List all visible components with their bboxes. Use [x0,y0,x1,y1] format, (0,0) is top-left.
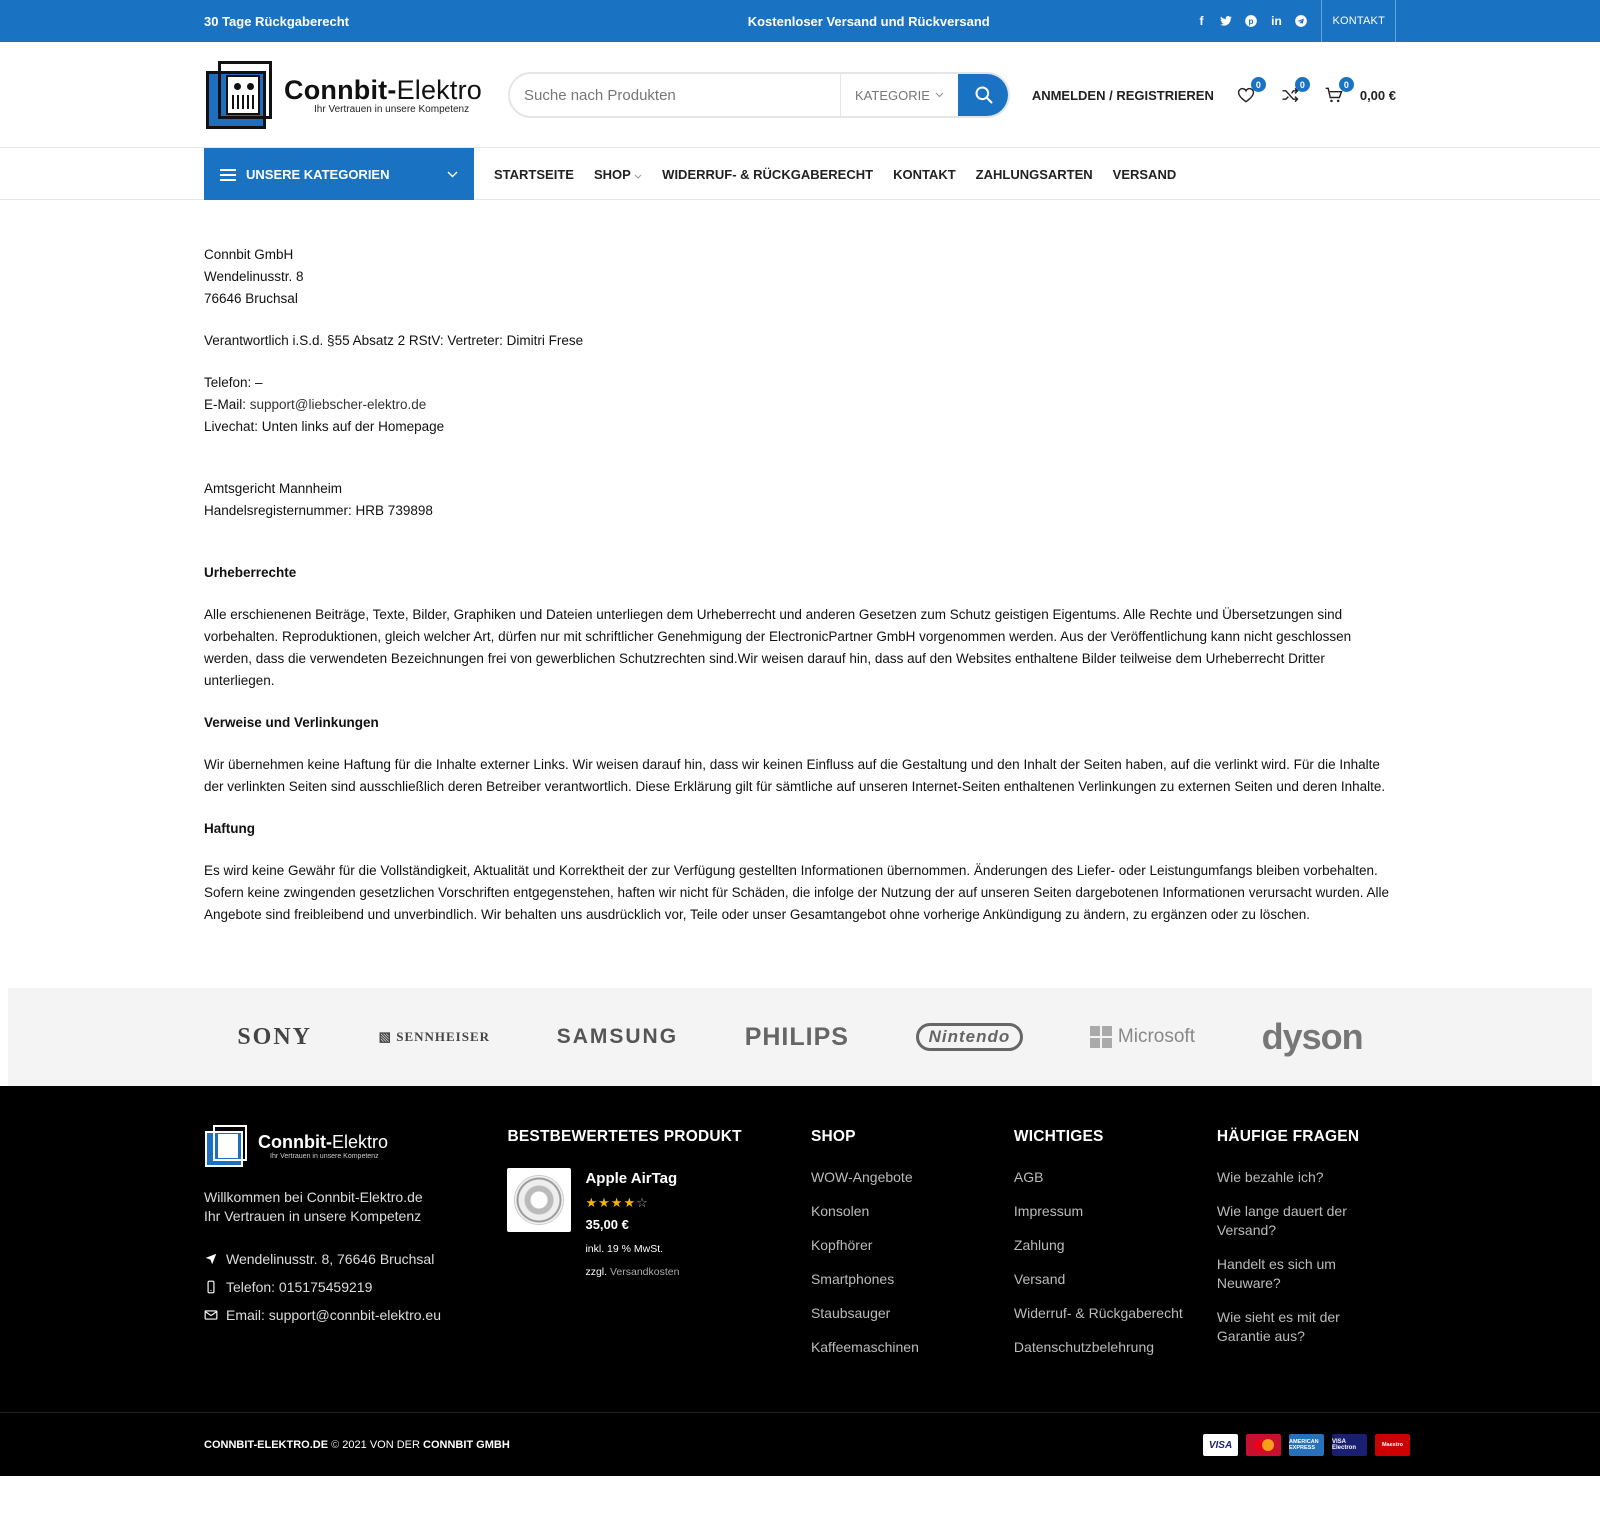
star-icon: ★ [598,1195,611,1210]
compare-count: 0 [1295,77,1310,92]
menu-icon [220,169,236,181]
star-icon: ★ [585,1195,599,1210]
liability-heading: Haftung [204,821,255,836]
footer-link-wow[interactable]: WOW-Angebote [810,1169,913,1185]
location-arrow-icon [204,1252,218,1266]
star-outline-icon: ☆ [636,1195,649,1210]
best-product-card [507,1168,810,1284]
nav-item-versand[interactable]: VERSAND [1112,166,1177,182]
chevron-down-icon [935,92,944,98]
nav-item-widerruf[interactable]: WIDERRUF- & RÜCKGABERECHT [662,166,874,182]
mastercard-icon [1246,1434,1281,1456]
footer-address: Wendelinusstr. 8, 76646 Bruchsal [204,1250,507,1268]
site-logo[interactable] [204,59,504,131]
footer-email: Email: support@connbit-elektro.eu [204,1306,507,1324]
search-bar [508,72,1010,118]
footer-link-kopfhoerer[interactable]: Kopfhörer [810,1237,873,1253]
footer-link-versand[interactable]: Versand [1013,1271,1066,1287]
nav-item-shop[interactable]: SHOP [594,167,642,182]
linkedin-icon[interactable]: in [1271,14,1282,28]
site-header [0,42,1600,148]
amex-icon: AMERICAN EXPRESS [1289,1434,1324,1456]
faq-link-shipping-time[interactable]: Wie lange dauert der Versand? [1216,1203,1347,1238]
footer-link-staubsauger[interactable]: Staubsauger [810,1305,891,1321]
chevron-down-icon [634,174,642,179]
cart-count: 0 [1339,77,1354,92]
search-button[interactable] [958,72,1010,118]
cart-total: 0,00 € [1359,87,1396,103]
links-text: Wir übernehmen keine Haftung für die Inhalte externer Links. Wir weisen darauf hin, dass wir keinen Einfluss auf die Gestaltung und den Inhalt der Seiten haben, auf die verlinkt wird. Für die Inhalte der verlinkten Seiten sind ausschließlich deren Betreiber verantwortlich. Diese Erklärung gilt für sämtliche auf unseren Internet-Seiten enthaltenen Verlinkungen zu externen Seiten und deren Inhalte. [204,757,1386,794]
copyright-text: Alle erschienenen Beiträge, Texte, Bilder, Graphiken und Dateien unterliegen dem Urheberrecht und anderen Gesetzen zum Schutz geistigen Eigentums. Alle Rechte und Übersetzungen sind vorbehalten. Reproduktionen, gleich welcher Art, dürfen nur mit schriftlicher Genehmigung der ElectronicPartner GmbH vorgenommen werden. Aus der Veröffentlichung kann nicht geschlossen werden, dass die verwendeten Bezeichnungen frei von gewerblichen Schutzrechten sind.Wir weisen darauf hin, dass auf den Websites enthaltene Bilder teilweise dem Urheberrecht Dritter unterliegen. [204,607,1352,688]
best-product-heading: BESTBEWERTETES PRODUKT [507,1128,742,1145]
faq-link-warranty[interactable]: Wie sieht es mit der Garantie aus? [1216,1309,1340,1344]
copyright-heading: Urheberrechte [204,565,297,580]
brand-sony[interactable]: SONY [237,1023,313,1050]
brand-dyson[interactable]: dyson [1261,1016,1363,1057]
star-icon: ★ [610,1195,624,1210]
contact-info: Telefon: – E-Mail: support@liebscher-elektro.de Livechat: Unten links auf der Homepage [204,375,445,434]
logo-icon [204,1124,248,1168]
brand-nintendo[interactable]: Nintendo [916,1023,1024,1051]
logo-tagline: Ihr Vertrauen in unsere Kompetenz [314,104,470,115]
footer-link-konsolen[interactable]: Konsolen [810,1203,870,1219]
footer-link-smartphones[interactable]: Smartphones [810,1271,895,1287]
company-address: Connbit GmbH Wendelinusstr. 8 76646 Bruchsal [204,247,304,306]
search-input[interactable] [510,74,840,116]
wishlist-button[interactable] [1234,79,1261,107]
svg-text:p: p [1248,16,1254,26]
footer-link-impressum[interactable]: Impressum [1013,1203,1084,1219]
category-select[interactable]: KATEGORIE [840,74,958,116]
shipping-note: Kostenloser Versand und Rückversand [747,13,990,29]
product-name[interactable]: Apple AirTag [585,1170,678,1187]
product-rating [585,1195,679,1211]
footer-link-zahlung[interactable]: Zahlung [1013,1237,1065,1253]
cart-button[interactable] [1322,79,1396,107]
top-bar [0,0,1600,42]
twitter-icon[interactable] [1218,13,1234,29]
search-icon [974,85,994,105]
main-navigation [0,148,1600,200]
compare-button[interactable] [1278,79,1305,107]
mobile-phone-icon [204,1280,218,1294]
site-footer [0,1086,1600,1412]
microsoft-logo-icon [1090,1026,1112,1048]
categories-dropdown[interactable]: UNSERE KATEGORIEN [204,148,474,200]
envelope-icon [204,1308,218,1322]
payment-methods [1203,1434,1410,1456]
brand-samsung[interactable]: SAMSUNG [556,1025,679,1048]
shop-heading: SHOP [810,1128,856,1145]
important-heading: WICHTIGES [1013,1128,1104,1145]
facebook-icon[interactable]: f [1199,14,1204,28]
visa-icon: VISA [1203,1434,1238,1456]
faq-heading: HÄUFIGE FRAGEN [1216,1128,1360,1145]
links-heading: Verweise und Verlinkungen [204,715,379,730]
social-links [1193,13,1309,29]
product-tax-info: inkl. 19 % MwSt. zzgl. Versandkosten [585,1243,680,1278]
register-info: Amtsgericht Mannheim Handelsregisternummer: HRB 739898 [204,481,433,518]
email-link[interactable]: support@liebscher-elektro.de [249,397,427,412]
footer-phone: Telefon: 015175459219 [204,1278,507,1296]
imprint-content [0,200,1600,988]
visa-electron-icon: VISA Electron [1332,1434,1367,1456]
brand-sennheiser[interactable]: ▧ SENNHEISER [378,1029,491,1044]
footer-link-agb[interactable]: AGB [1013,1169,1044,1185]
copyright-text: CONNBIT-ELEKTRO.DE © 2021 VON DER CONNBIT GMBH [204,1439,510,1451]
telegram-icon[interactable] [1293,13,1309,29]
product-image[interactable] [507,1168,571,1232]
faq-link-payment[interactable]: Wie bezahle ich? [1216,1169,1324,1185]
footer-welcome: Willkommen bei Connbit-Elektro.de Ihr Vertrauen in unsere Kompetenz [204,1189,423,1224]
brand-microsoft[interactable]: Microsoft [1090,1026,1195,1048]
nav-item-zahlungsarten[interactable]: ZAHLUNGSARTEN [975,166,1093,182]
product-price: 35,00 € [585,1217,629,1232]
footer-link-kaffeemaschinen[interactable]: Kaffeemaschinen [810,1339,919,1355]
return-policy-note: 30 Tage Rückgaberecht [204,13,349,29]
chevron-down-icon [447,171,458,178]
login-register-link[interactable]: ANMELDEN / REGISTRIEREN [1031,87,1214,103]
star-icon: ★ [623,1195,637,1210]
copyright-icon: © [331,1439,340,1451]
footer-link-widerruf[interactable]: Widerruf- & Rückgaberecht [1013,1305,1183,1321]
brand-philips[interactable]: PHILIPS [744,1022,849,1051]
copyright-bar [0,1412,1600,1476]
logo-icon [204,59,274,131]
wishlist-count: 0 [1251,77,1266,92]
brand-carousel [8,988,1592,1086]
maestro-icon: Maestro [1375,1434,1410,1456]
footer-logo[interactable]: Connbit-Elektro Ihr Vertrauen in unsere Kompetenz [204,1124,507,1168]
topbar-contact-link[interactable]: KONTAKT [1321,0,1396,42]
logo-title: Connbit-Elektro [284,75,482,105]
pinterest-icon[interactable] [1243,13,1259,29]
nav-item-kontakt[interactable]: KONTAKT [893,166,956,182]
footer-link-datenschutz[interactable]: Datenschutzbelehrung [1013,1339,1155,1355]
liability-text: Es wird keine Gewähr für die Vollständigkeit, Aktualität und Korrektheit der zur Verfügung gestellten Informationen übernommen. Änderungen des Liefer- oder Leistungumfangs bleiben vorbehalten. Sofern keine zwingenden gesetzlichen Vorschriften entgegenstehen, haften wir nicht für Schäden, die infolge der Nutzung der auf unseren Seiten dargebotenen Informationen verursacht wurden. Alle Angebote sind freibleibend und unverbindlich. Wir behalten uns ausdrücklich vor, Teile oder unser Gesamtangebot ohne vorherige Ankündigung zu ändern, zu ergänzen oder zu löschen. [204,863,1390,922]
shipping-costs-link[interactable]: Versandkosten [609,1266,680,1278]
responsible-person: Verantwortlich i.S.d. §55 Absatz 2 RStV: Vertreter: Dimitri Frese [204,333,584,348]
nav-item-startseite[interactable]: STARTSEITE [494,166,574,182]
faq-link-new-goods[interactable]: Handelt es sich um Neuware? [1216,1256,1336,1291]
